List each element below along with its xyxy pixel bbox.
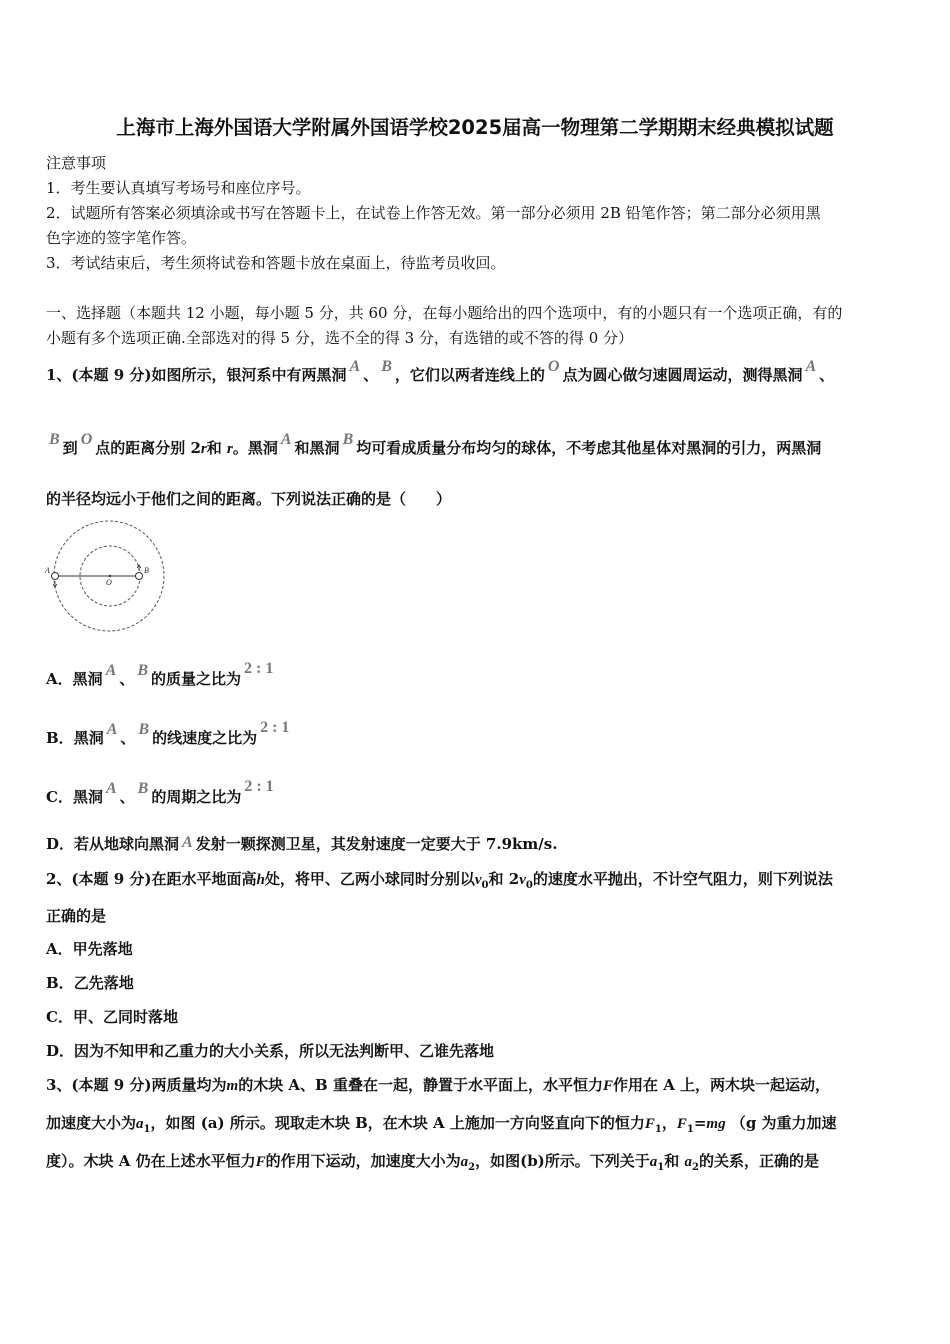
label-o: O (106, 578, 112, 587)
black-hole-a (52, 573, 59, 580)
q2-option-b[interactable]: B．乙先落地 (46, 974, 134, 992)
label-a: A (45, 566, 50, 575)
notice-item-2-cont: 色字迹的签字笔作答。 (46, 229, 197, 247)
label-b: B (144, 566, 149, 575)
q1-line-1: 1、(本题 9 分)如图所示，银河系中有两黑洞 A 、 B ，它们以两者连线上的 O 点为圆心做匀速圆周运动，测得黑洞 A 、 (46, 358, 835, 384)
q2-line-2: 正确的是 (46, 907, 107, 925)
velocity-arrow-b (137, 565, 141, 571)
center-point (109, 575, 111, 577)
notice-item-3: 3．考试结束后，考生须将试卷和答题卡放在桌面上，待监考员收回。 (46, 254, 506, 272)
section-header-cont: 小题有多个选项正确.全部选对的得 5 分，选不全的得 3 分，有选错的或不答的得 0 分） (46, 329, 634, 347)
page-title: 上海市上海外国语大学附属外国语学校2025届高一物理第二学期期末经典模拟试题 (116, 116, 834, 139)
notice-heading: 注意事项 (46, 154, 107, 172)
notice-item-1: 1．考生要认真填写考场号和座位序号。 (46, 179, 311, 197)
q3-line-1: 3、(本题 9 分)两质量均为m的木块 A、B 重叠在一起，静置于水平面上，水平恒力F作用在 A 上，两木块一起运动， (46, 1076, 831, 1094)
q1-option-d[interactable]: D．若从地球向黑洞 A 发射一颗探测卫星，其发射速度一定要大于 7.9km/s. (46, 834, 558, 853)
velocity-arrow-a (53, 581, 57, 587)
q3-line-3: 度）。木块 A 仍在上述水平恒力F的作用下运动，加速度大小为$a_2$，如图(b)所示。下列关于$a_1$和 $a_2$的关系，正确的是 (46, 1152, 819, 1173)
black-hole-b (136, 573, 143, 580)
binary-orbit-diagram (44, 518, 169, 638)
q3-line-2: 加速度大小为$a_1$，如图 (a) 所示。现取走木块 B，在木块 A 上施加一方向竖直向下的恒力$F_1$，$F_1=mg$ （g 为重力加速 (46, 1114, 837, 1135)
q1-option-a[interactable]: A．黑洞 A 、 B 的质量之比为2 : 1 (46, 660, 274, 688)
q2-option-d[interactable]: D．因为不知甲和乙重力的大小关系，所以无法判断甲、乙谁先落地 (46, 1042, 495, 1060)
q2-option-c[interactable]: C．甲、乙同时落地 (46, 1008, 178, 1026)
q1-line-2: B 到 O 点的距离分别 2r和 r。黑洞 A 和黑洞 B 均可看成质量分布均匀的球体，不考虑其他星体对黑洞的引力，两黑洞 (49, 431, 822, 457)
q1-option-c[interactable]: C．黑洞 A 、 B 的周期之比为2 : 1 (46, 778, 274, 806)
q1-option-b[interactable]: B．黑洞 A 、 B 的线速度之比为2 : 1 (46, 719, 290, 747)
q2-line-1: 2、(本题 9 分)在距水平地面高h处，将甲、乙两小球同时分别以$v_0$和 $2v_0$的速度水平抛出，不计空气阻力，则下列说法 (46, 870, 833, 891)
q2-option-a[interactable]: A．甲先落地 (46, 940, 133, 958)
notice-item-2: 2．试题所有答案必须填涂或书写在答题卡上，在试卷上作答无效。第一部分必须用 2B 铅笔作答；第二部分必须用黑 (46, 204, 821, 222)
section-header: 一、选择题（本题共 12 小题，每小题 5 分，共 60 分，在每小题给出的四个选项中，有的小题只有一个选项正确，有的 (46, 304, 843, 322)
q1-line-3: 的半径均远小于他们之间的距离。下列说法正确的是（ ） (46, 490, 452, 508)
